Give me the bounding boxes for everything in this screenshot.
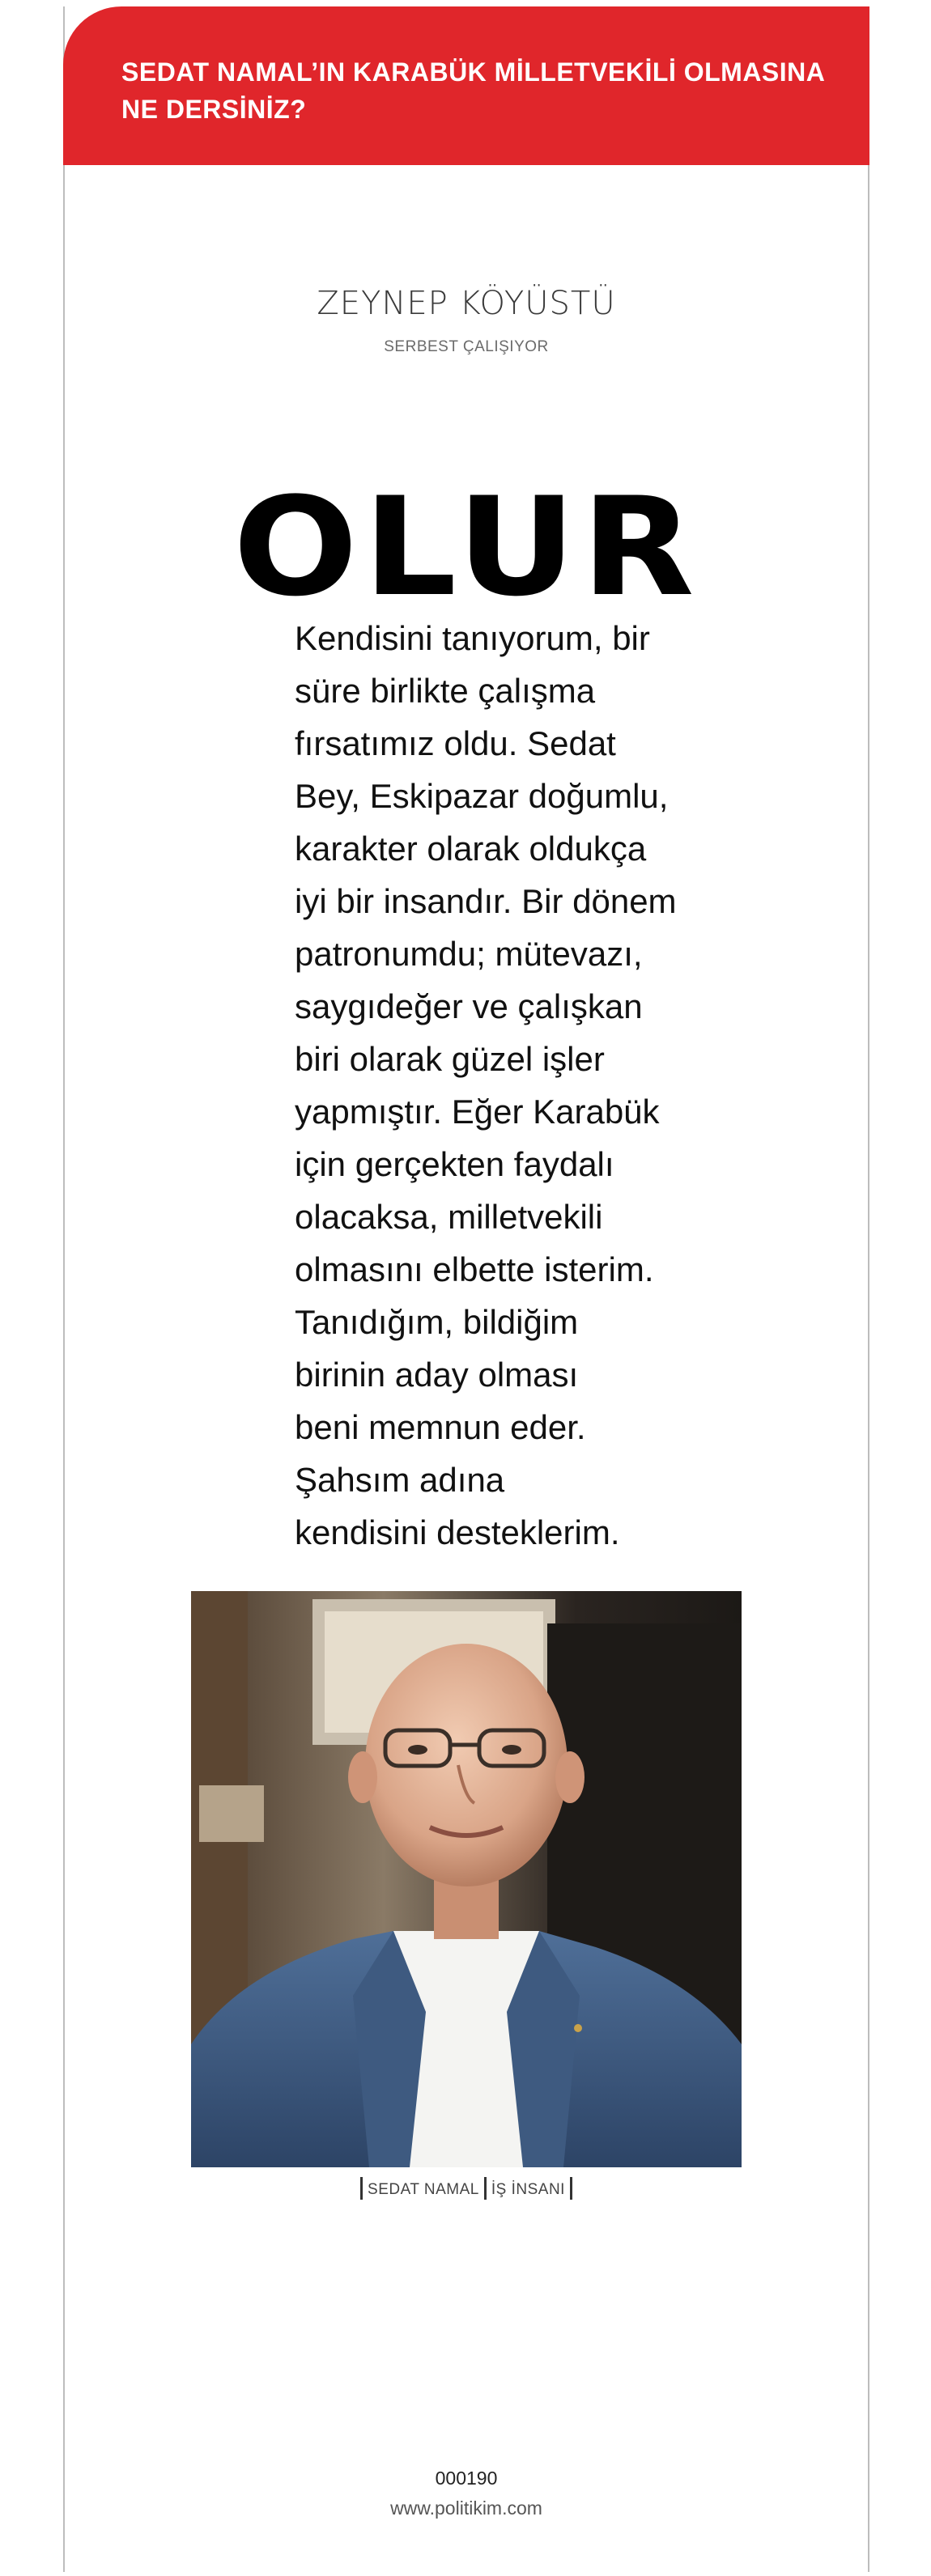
author-name: ZEYNEP KÖYÜSTÜ (317, 285, 616, 322)
question-title: SEDAT NAMAL’IN KARABÜK MİLLETVEKİLİ OLMASINA NE DERSİNİZ? (121, 57, 825, 124)
opinion-line: birinin aday olması (295, 1356, 579, 1394)
opinion-line: kendisini desteklerim. (295, 1513, 620, 1551)
portrait-illustration (191, 1591, 742, 2167)
opinion-line: patronumdu; mütevazı, (295, 935, 643, 973)
opinion-line: biri olarak güzel işler (295, 1040, 605, 1078)
opinion-line: olmasını elbette isterim. (295, 1250, 654, 1288)
opinion-line: için gerçekten faydalı (295, 1145, 614, 1183)
caption-role: İŞ İNSANI (491, 2181, 565, 2199)
opinion-line: Tanıdığım, bildiğim (295, 1303, 579, 1341)
opinion-line: Bey, Eskipazar doğumlu, (295, 777, 669, 815)
verdict-answer: OLUR (232, 468, 700, 626)
opinion-line: beni memnun eder. (295, 1408, 586, 1446)
opinion-line: olacaksa, milletvekili (295, 1198, 603, 1236)
caption-divider (570, 2177, 572, 2200)
opinion-line: yapmıştır. Eğer Karabük (295, 1093, 660, 1131)
opinion-line: Kendisini tanıyorum, bir (295, 619, 650, 657)
question-banner (63, 6, 869, 165)
website-url: www.politikim.com (390, 2497, 542, 2519)
opinion-line: fırsatımız oldu. Sedat (295, 724, 616, 762)
author-occupation: SERBEST ÇALIŞIYOR (384, 338, 549, 355)
opinion-line: karakter olarak oldukça (295, 830, 647, 868)
caption-divider (484, 2177, 487, 2200)
opinion-text (295, 612, 748, 1559)
caption-divider (360, 2177, 363, 2200)
caption-name: SEDAT NAMAL (368, 2181, 479, 2199)
opinion-line: Şahsım adına (295, 1461, 505, 1499)
opinion-line: saygıdeğer ve çalışkan (295, 987, 643, 1025)
photo-caption (63, 2179, 869, 2201)
portrait-photo (191, 1591, 742, 2167)
opinion-line: iyi bir insandır. Bir dönem (295, 882, 677, 920)
opinion-line: süre birlikte çalışma (295, 672, 596, 710)
page-code: 000190 (435, 2468, 498, 2489)
